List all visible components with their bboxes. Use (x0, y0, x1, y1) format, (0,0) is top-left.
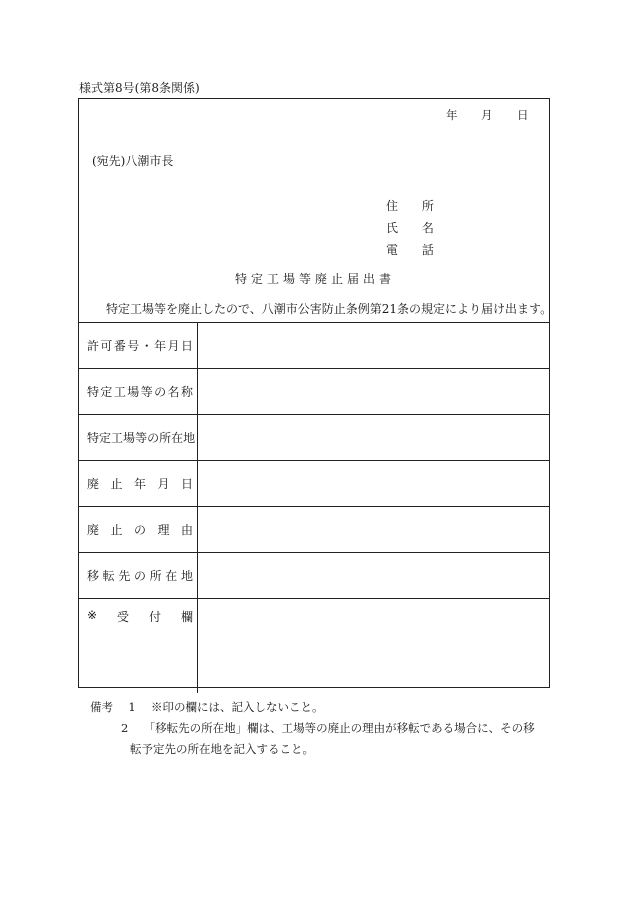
remarks-head: 備考 (90, 700, 113, 714)
remarks-item-2-number: 2 (121, 721, 129, 735)
statement-text: 特定工場等を廃止したので、八潮市公害防止条例第21条の規定により届け出ます。 (106, 302, 553, 316)
addressee: (宛先)八潮市長 (92, 154, 174, 168)
row-label: 移 転 先 の 所 在 地 (87, 569, 193, 583)
date-month: 月 (481, 108, 493, 122)
remarks-item-2-continued (90, 739, 535, 760)
date-year: 年 (446, 108, 458, 122)
remarks-item-2-text-line-1: 「移転先の所在地」欄は、工場等の廃止の理由が移転である場合に、その移 (143, 721, 535, 735)
row-label: ※ 受 付 欄 (87, 608, 193, 624)
row-label-cell (79, 553, 197, 599)
row-label-cell (79, 415, 197, 461)
applicant-address-label: 住 所 (386, 199, 444, 213)
remarks-item-2 (90, 718, 535, 739)
row-label: 廃 止 年 月 日 (87, 477, 193, 491)
row-label: 許 可 番 号 ・ 年 月 日 (87, 339, 193, 353)
row-entry-field[interactable] (197, 323, 550, 369)
table-row (79, 415, 550, 461)
remarks-item-2-text-line-2: 転予定先の所在地を記入すること。 (130, 742, 314, 756)
date-day: 日 (517, 108, 529, 122)
document-title: 特定工場等廃止届出書 (234, 272, 395, 286)
remarks (90, 697, 535, 760)
table-row (79, 461, 550, 507)
row-entry-field[interactable] (197, 507, 550, 553)
table-row (79, 507, 550, 553)
applicant-name-label: 氏 名 (386, 221, 444, 235)
row-entry-field[interactable] (197, 599, 550, 694)
row-entry-field[interactable] (197, 415, 550, 461)
table-row (79, 599, 550, 694)
row-label-cell (79, 323, 197, 369)
table-row (79, 369, 550, 415)
row-label: 廃 止 の 理 由 (87, 523, 193, 537)
row-label-cell (79, 507, 197, 553)
remarks-item-1-number: 1 (128, 700, 136, 714)
row-entry-field[interactable] (197, 369, 550, 415)
table-row (79, 553, 550, 599)
row-label-cell (79, 599, 197, 694)
row-label-cell (79, 461, 197, 507)
form-number: 様式第8号(第8条関係) (79, 81, 200, 95)
remarks-item-1-text: ※印の欄には、記入しないこと。 (150, 700, 324, 714)
remarks-item-1 (90, 697, 535, 718)
row-entry-field[interactable] (197, 553, 550, 599)
row-label-cell (79, 369, 197, 415)
row-entry-field[interactable] (197, 461, 550, 507)
row-label: 特 定 工 場 等 の 名 称 (87, 385, 193, 399)
table-row (79, 323, 550, 369)
applicant-phone-label: 電 話 (386, 243, 444, 257)
details-table (79, 322, 550, 693)
row-label: 特 定 工 場 等 の 所 在 地 (87, 431, 196, 445)
